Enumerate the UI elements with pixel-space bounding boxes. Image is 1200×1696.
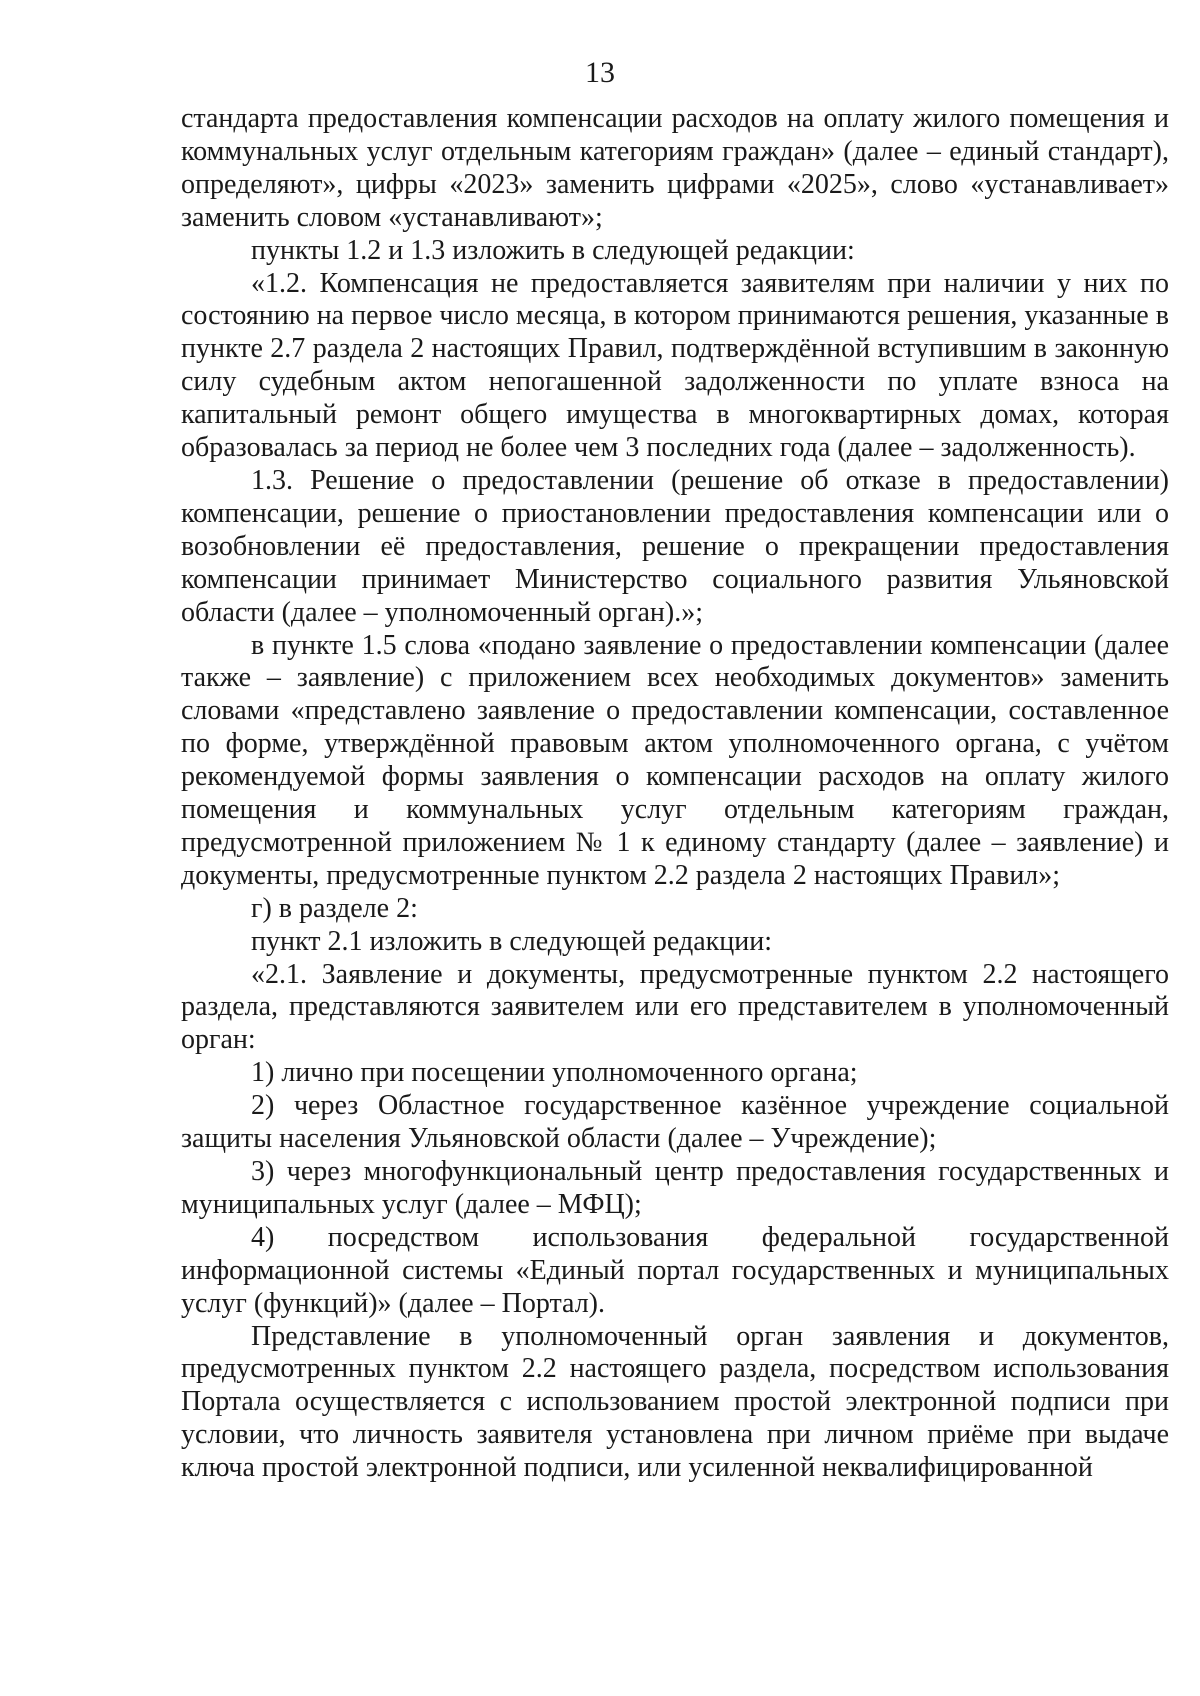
paragraph-8: «2.1. Заявление и документы, предусмотренные пунктом 2.2 настоящего раздела, представляются заявителем или его представителем в уполномоченный орган:: [181, 958, 1169, 1056]
paragraph-2: пункты 1.2 и 1.3 изложить в следующей редакции:: [251, 234, 855, 266]
page-number: 13: [585, 56, 615, 89]
paragraph-3: «1.2. Компенсация не предоставляется заявителям при наличии у них по состоянию на первое число месяца, в котором принимаются решения, указанные в пункте 2.7 раздела 2 настоящих Правил, подтверждённой вступившим в законную силу судебным актом непогашенной задолженности по уплате взноса на капитальный ремонт общего имущества в многоквартирных домах, которая образовалась за период не более чем 3 последних года (далее – задолженность).: [181, 267, 1169, 464]
paragraph-5: в пункте 1.5 слова «подано заявление о предоставлении компенсации (далее также – заявление) с приложением всех необходимых документов» заменить словами «представлено заявление о предоставлении компенсации, составленное по форме, утверждённой правовым актом уполномоченного органа, с учётом рекомендуемой формы заявления о компенсации расходов на оплату жилого помещения и коммунальных услуг отдельным категориям граждан, предусмотренной приложением № 1 к единому стандарту (далее – заявление) и документы, предусмотренные пунктом 2.2 раздела 2 настоящих Правил»;: [181, 629, 1169, 891]
paragraph-9: Представление в уполномоченный орган заявления и документов, предусмотренных пунктом 2.2 настоящего раздела, посредством использования Портала осуществляется с использованием простой электронной подписи при условии, что личность заявителя установлена при личном приёме при выдаче ключа простой электронной подписи, или усиленной неквалифицированной: [181, 1320, 1169, 1484]
paragraph-7: пункт 2.1 изложить в следующей редакции:: [251, 925, 772, 957]
document-body: [181, 103, 1169, 1485]
list-item-1: 1) лично при посещении уполномоченного органа;: [251, 1057, 858, 1089]
list-item-2: 2) через Областное государственное казённое учреждение социальной защиты населения Ульяновской области (далее – Учреждение);: [181, 1090, 1169, 1155]
list-item-4: 4) посредством использования федеральной государственной информационной системы «Единый портал государственных и муниципальных услуг (функций)» (далее – Портал).: [181, 1221, 1169, 1319]
list-item-3: 3) через многофункциональный центр предоставления государственных и муниципальных услуг (далее – МФЦ);: [181, 1156, 1169, 1220]
paragraph-1: стандарта предоставления компенсации расходов на оплату жилого помещения и коммунальных услуг отдельным категориям граждан» (далее – единый стандарт), определяют», цифры «2023» заменить цифрами «2025», слово «устанавливает» заменить словом «устанавливают»;: [181, 103, 1169, 233]
paragraph-6: г) в разделе 2:: [251, 892, 418, 924]
paragraph-4: 1.3. Решение о предоставлении (решение об отказе в предоставлении) компенсации, решение о приостановлении предоставления компенсации или о возобновлении её предоставления, решение о прекращении предоставления компенсации принимает Министерство социального развития Ульяновской области (далее – уполномоченный орган).»;: [181, 464, 1169, 628]
